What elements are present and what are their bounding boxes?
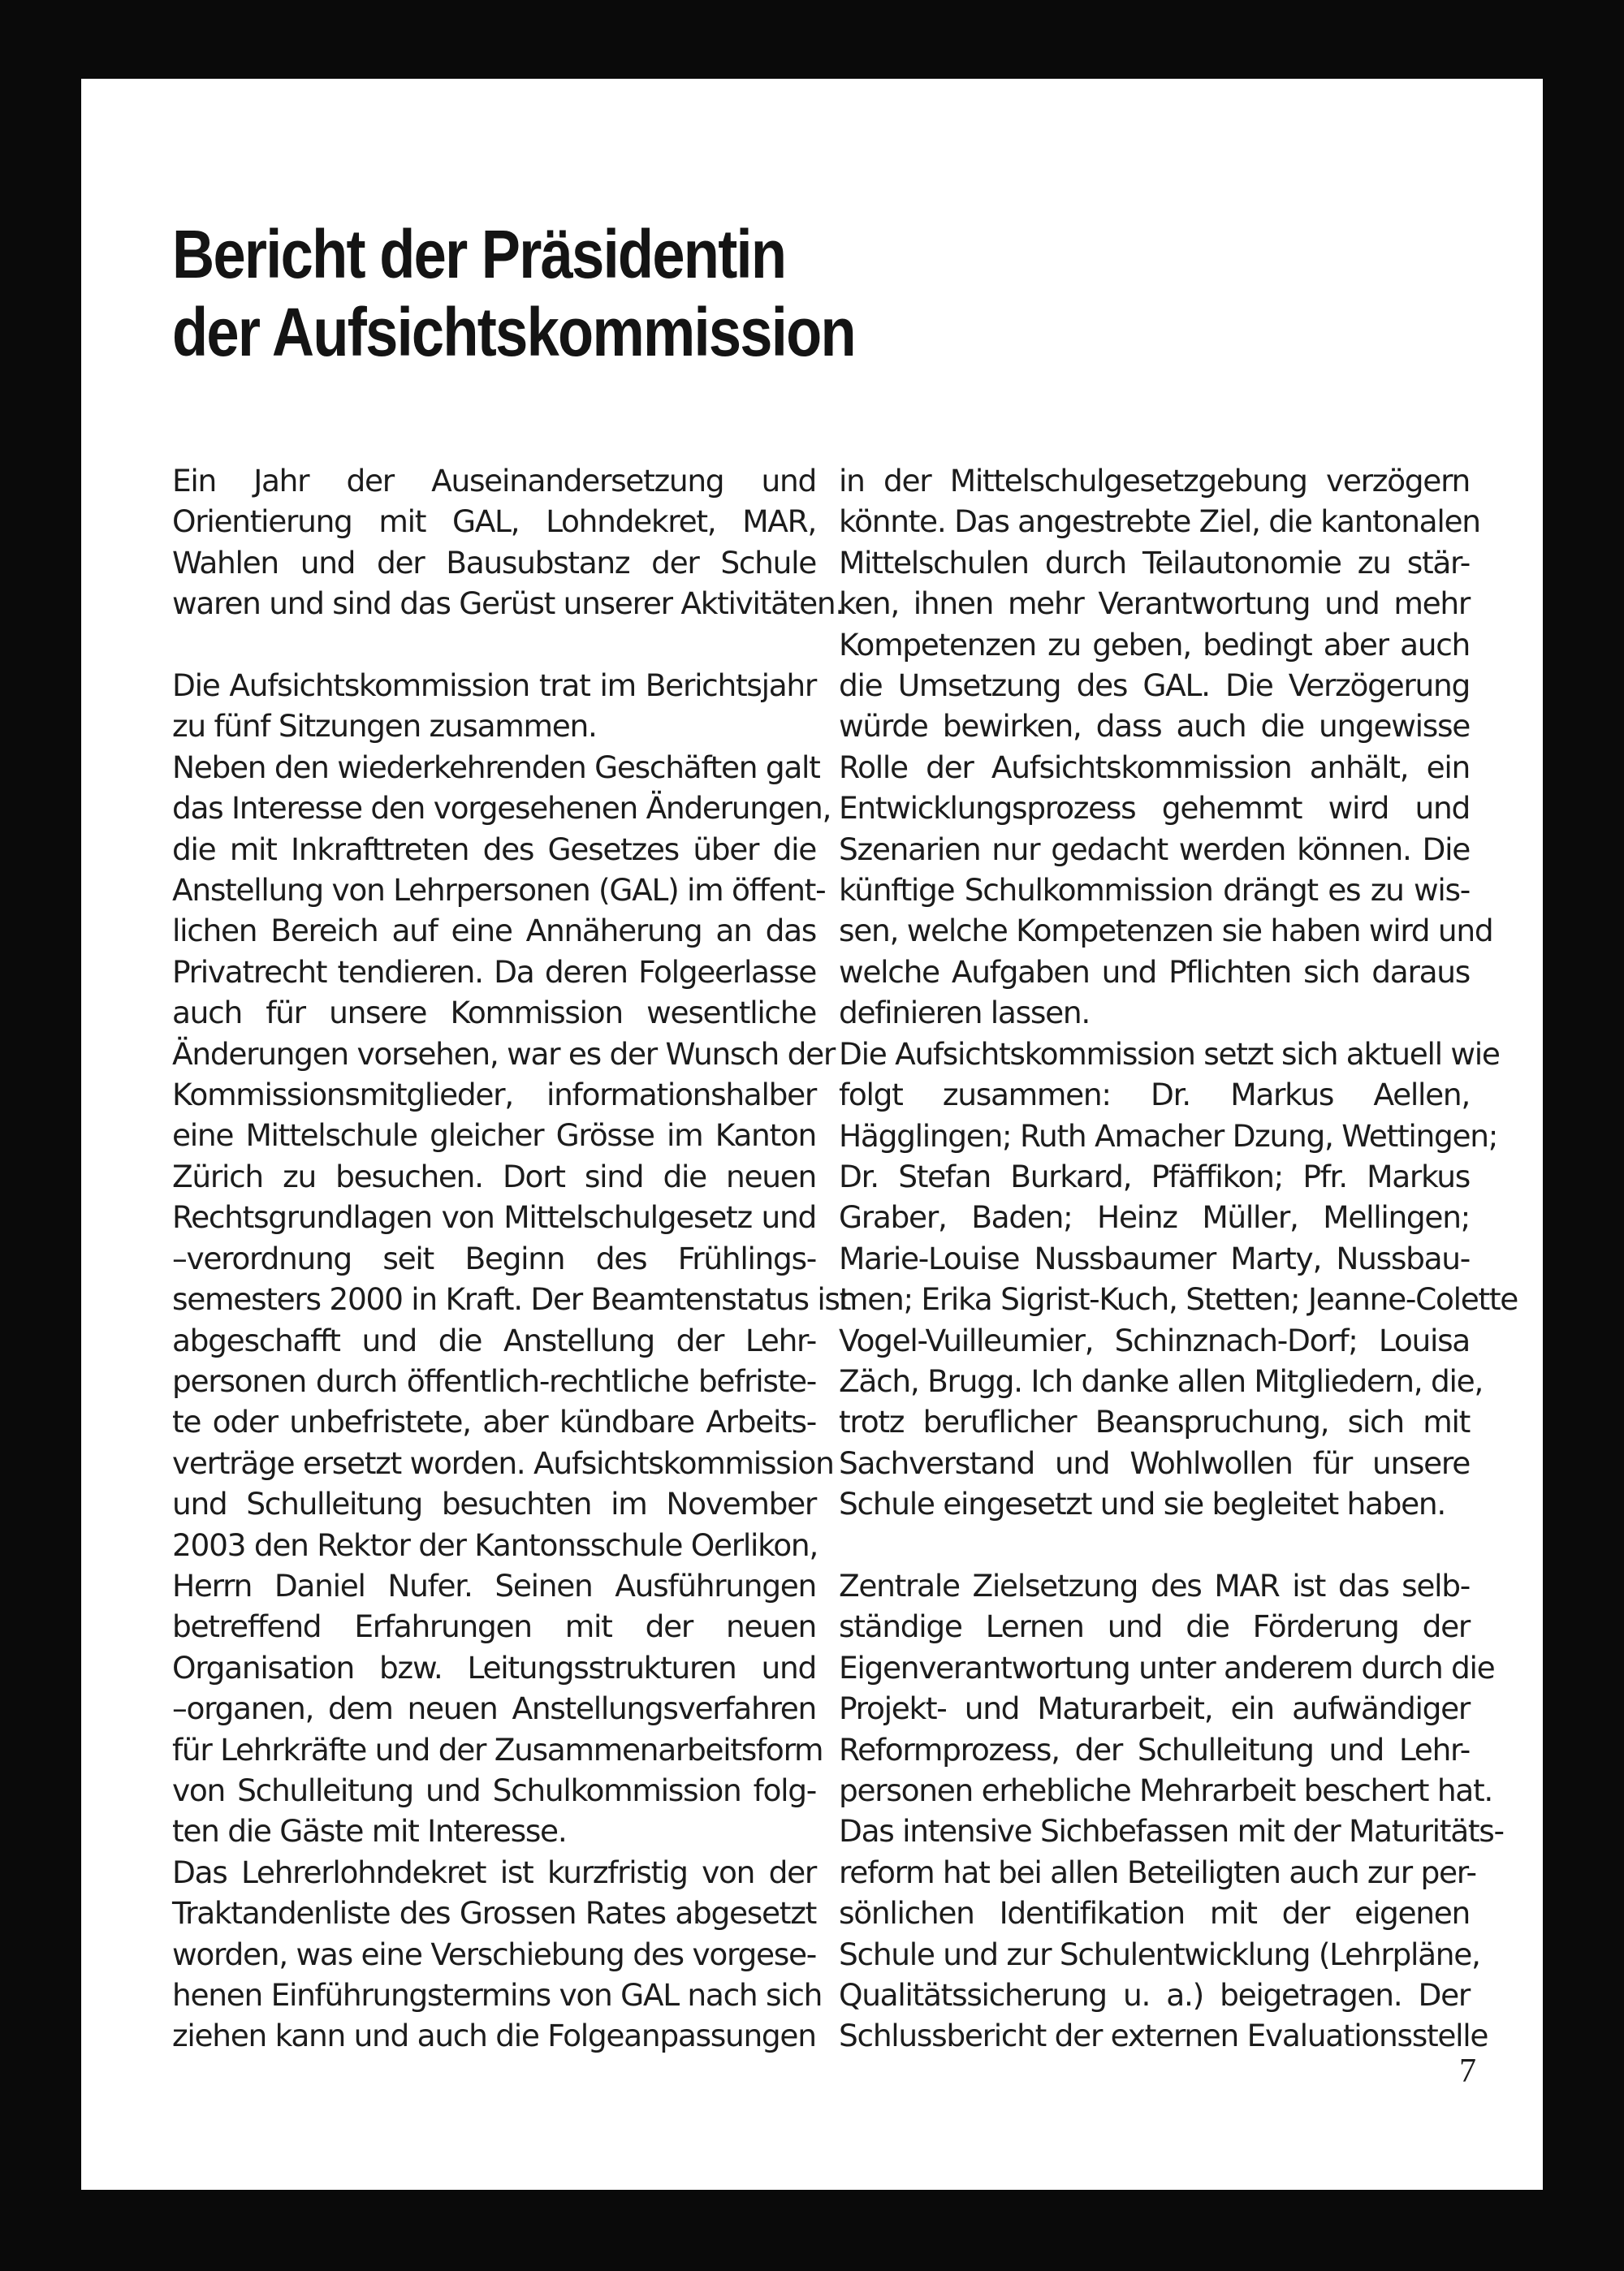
page-title [172,215,855,371]
right-text-column [839,460,1518,2057]
text-line: ziehen kann und auch die Folgeanpassungen [172,2018,816,2054]
text-line: betreffend Erfahrungen mit der neuen [172,1608,816,1645]
text-line: Kommissionsmitglieder, informationshalber [172,1077,816,1113]
text-line: personen durch öffentlich-rechtliche befriste- [172,1362,816,1399]
text-line: sönlichen Identifikation mit der eigenen [839,1895,1470,1932]
text-line: henen Einführungstermins von GAL nach sich [172,1977,823,2014]
page-number: 7 [1459,2053,1476,2090]
text-line: lichen Bereich auf eine Annäherung an das [172,913,816,949]
text-line: Ein Jahr der Auseinandersetzung und [172,463,816,499]
text-line: definieren lassen. [839,995,1090,1031]
text-line: künftige Schulkommission drängt es zu wis- [839,872,1470,909]
text-line: könnte. Das angestrebte Ziel, die kantonalen [839,503,1480,540]
text-line: Vogel-Vuilleumier, Schinznach-Dorf; Louisa [839,1322,1470,1358]
text-line: ten die Gäste mit Interesse. [172,1813,567,1850]
title-line-1: Bericht der Präsidentin [172,216,786,292]
text-line: Schule und zur Schulentwicklung (Lehrpläne, [839,1936,1480,1972]
text-line: te oder unbefristete, aber kündbare Arbeits- [172,1404,816,1440]
paragraph [172,460,844,624]
text-line: Änderungen vorsehen, war es der Wunsch der [172,1035,835,1072]
text-line: reform hat bei allen Beteiligten auch zur per- [839,1854,1476,1890]
text-line: Anstellung von Lehrpersonen (GAL) im öffent- [172,872,826,909]
paragraph [172,665,816,747]
paragraph [172,747,851,1852]
text-line: Marie-Louise Nussbaumer Marty, Nussbau- [839,1240,1470,1276]
text-line: Die Aufsichtskommission setzt sich aktuell wie [839,1035,1500,1072]
text-line: Projekt- und Maturarbeit, ein aufwändiger [839,1690,1470,1727]
text-line: Organisation bzw. Leitungsstrukturen und [172,1649,816,1686]
paragraph [839,460,1493,1034]
text-line: Privatrecht tendieren. Da deren Folgeerlasse [172,953,816,990]
text-line: waren und sind das Gerüst unserer Aktivitäten. [172,585,844,622]
text-line: ständige Lernen und die Förderung der [839,1608,1470,1645]
text-line: Wahlen und der Bausubstanz der Schule [172,544,816,581]
text-line: Entwicklungsprozess gehemmt wird und [839,790,1470,827]
text-line: in der Mittelschulgesetzgebung verzögern [839,463,1470,499]
text-line: folgt zusammen: Dr. Markus Aellen, [839,1077,1470,1113]
text-line: Eigenverantwortung unter anderem durch die [839,1649,1495,1686]
text-line: sen, welche Kompetenzen sie haben wird und [839,913,1493,949]
text-line: Szenarien nur gedacht werden können. Die [839,831,1470,867]
text-line: verträge ersetzt worden. Aufsichtskommission [172,1444,834,1481]
text-line: auch für unsere Kommission wesentliche [172,995,816,1031]
text-line: Reformprozess, der Schulleitung und Lehr- [839,1731,1470,1768]
text-line: Neben den wiederkehrenden Geschäften galt [172,749,820,785]
text-line: Qualitätssicherung u. a.) beigetragen. Der [839,1977,1470,2014]
text-line: von Schulleitung und Schulkommission folg- [172,1772,816,1808]
left-text-column [172,460,851,2057]
text-line: trotz beruflicher Beanspruchung, sich mit [839,1404,1470,1440]
text-line: die mit Inkrafttreten des Gesetzes über die [172,831,816,867]
text-line: 2003 den Rektor der Kantonsschule Oerlikon, [172,1526,818,1563]
text-line: Zäch, Brugg. Ich danke allen Mitgliedern, die, [839,1362,1483,1399]
text-line: Sachverstand und Wohlwollen für unsere [839,1444,1470,1481]
text-line: –verordnung seit Beginn des Frühlings- [172,1240,816,1276]
text-line: ken, ihnen mehr Verantwortung und mehr [839,585,1470,622]
paragraph [839,1034,1518,1525]
text-line: Das Lehrerlohndekret ist kurzfristig von der [172,1854,816,1890]
text-line: Orientierung mit GAL, Lohndekret, MAR, [172,503,816,540]
text-line: Herrn Daniel Nufer. Seinen Ausführungen [172,1567,816,1604]
text-line: Rechtsgrundlagen von Mittelschulgesetz und [172,1199,816,1236]
text-line: Das intensive Sichbefassen mit der Maturitäts- [839,1813,1504,1850]
text-line: personen erhebliche Mehrarbeit beschert hat. [839,1772,1492,1808]
text-line: Die Aufsichtskommission trat im Berichtsjahr [172,667,816,704]
text-line: würde bewirken, dass auch die ungewisse [839,708,1470,745]
text-line: Schlussbericht der externen Evaluationsstelle [839,2018,1488,2054]
text-line: für Lehrkräfte und der Zusammenarbeitsform [172,1731,823,1768]
text-line: Traktandenliste des Grossen Rates abgesetzt [172,1895,816,1932]
text-line: und Schulleitung besuchten im November [172,1486,816,1522]
text-line: das Interesse den vorgesehenen Änderungen, [172,790,831,827]
text-line: welche Aufgaben und Pflichten sich daraus [839,953,1470,990]
text-line: Hägglingen; Ruth Amacher Dzung, Wettingen; [839,1117,1498,1154]
text-line: –organen, dem neuen Anstellungsverfahren [172,1690,816,1727]
paragraph [172,1852,823,2057]
document-page [81,79,1543,2190]
paragraph [839,1565,1504,2057]
text-line: worden, was eine Verschiebung des vorgese- [172,1936,816,1972]
text-line: eine Mittelschule gleicher Grösse im Kanton [172,1117,816,1154]
text-line: Zürich zu besuchen. Dort sind die neuen [172,1158,816,1194]
text-line: Schule eingesetzt und sie begleitet haben. [839,1486,1446,1522]
text-line: Graber, Baden; Heinz Müller, Mellingen; [839,1199,1470,1236]
title-line-2: der Aufsichtskommission [172,294,855,370]
text-line: abgeschafft und die Anstellung der Lehr- [172,1322,816,1358]
text-line: Rolle der Aufsichtskommission anhält, ein [839,749,1470,785]
text-line: zu fünf Sitzungen zusammen. [172,708,597,745]
text-line: semesters 2000 in Kraft. Der Beamtenstatus ist [172,1281,851,1318]
text-line: die Umsetzung des GAL. Die Verzögerung [839,667,1470,704]
text-line: men; Erika Sigrist-Kuch, Stetten; Jeanne-Colette [839,1281,1518,1318]
text-line: Zentrale Zielsetzung des MAR ist das selb- [839,1567,1470,1604]
text-line: Dr. Stefan Burkard, Pfäffikon; Pfr. Markus [839,1158,1470,1194]
text-line: Mittelschulen durch Teilautonomie zu stär- [839,544,1470,581]
text-line: Kompetenzen zu geben, bedingt aber auch [839,626,1470,663]
